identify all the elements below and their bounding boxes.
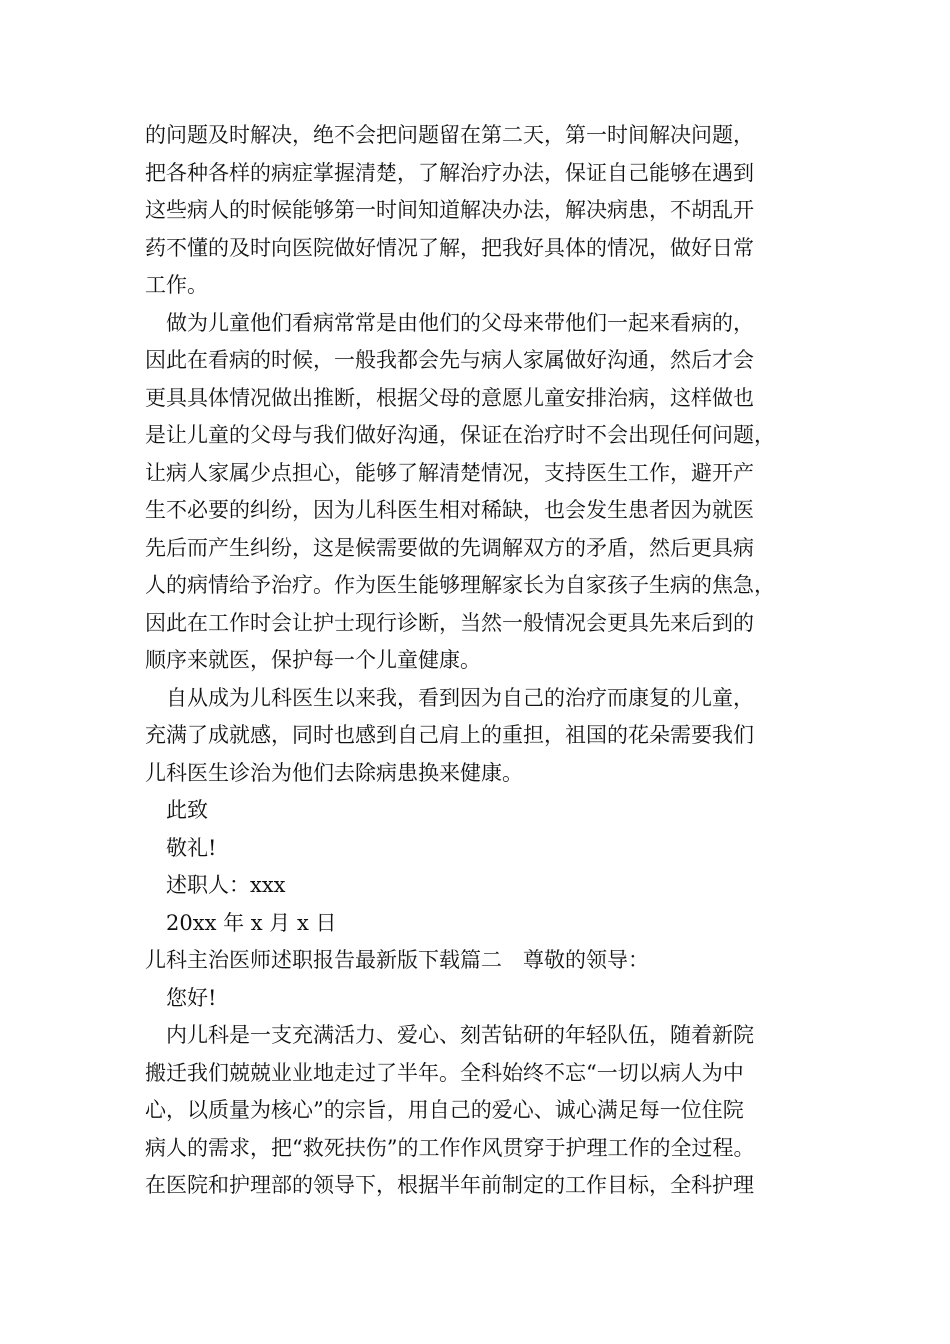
text-line: 更具具体情况做出推断，根据父母的意愿儿童安排治病，这样做也 bbox=[145, 385, 754, 410]
text-line: 儿科医生诊治为他们去除病患换来健康。 bbox=[145, 760, 523, 785]
text-line: 先后而产生纠纷，这是候需要做的先调解双方的矛盾，然后更具病 bbox=[145, 535, 754, 560]
text-line: 让病人家属少点担心，能够了解清楚情况，支持医生工作，避开产 bbox=[145, 460, 754, 485]
text-line: 病人的需求，把“救死扶伤”的工作作风贯穿于护理工作的全过程。 bbox=[145, 1135, 755, 1160]
text-line: 这些病人的时候能够第一时间知道解决办法，解决病患，不胡乱开 bbox=[145, 198, 754, 222]
text-line: 充满了成就感，同时也感到自己肩上的重担，祖国的花朵需要我们 bbox=[145, 723, 754, 747]
text-line: 儿科主治医师述职报告最新版下载篇二 尊敬的领导： bbox=[145, 948, 649, 972]
text-line: 您好! bbox=[166, 985, 217, 1010]
text-line: 生不必要的纠纷，因为儿科医生相对稀缺，也会发生患者因为就医 bbox=[145, 498, 754, 522]
document-body bbox=[145, 117, 835, 1205]
text-line: 顺序来就医，保护每一个儿童健康。 bbox=[145, 648, 481, 672]
text-line: 人的病情给予治疗。作为医生能够理解家长为自家孩子生病的焦急， bbox=[145, 573, 775, 597]
text-line: 做为儿童他们看病常常是由他们的父母来带他们一起来看病的， bbox=[166, 310, 754, 335]
text-line: 内儿科是一支充满活力、爱心、刻苦钻研的年轻队伍，随着新院 bbox=[166, 1023, 754, 1047]
text-line: 心，以质量为核心”的宗旨，用自己的爱心、诚心满足每一位住院 bbox=[145, 1098, 744, 1122]
text-line: 搬迁我们兢兢业业地走过了半年。全科始终不忘“一切以病人为中 bbox=[145, 1060, 744, 1085]
text-line: 敬礼! bbox=[166, 835, 217, 860]
text-line: 药不懂的及时向医院做好情况了解，把我好具体的情况，做好日常 bbox=[145, 235, 754, 260]
text-line: 因此在看病的时候，一般我都会先与病人家属做好沟通，然后才会 bbox=[145, 348, 754, 372]
text-line: 的问题及时解决，绝不会把问题留在第二天，第一时间解决问题， bbox=[145, 123, 754, 147]
text-line: 述职人：xxx bbox=[166, 873, 286, 897]
text-line: 把各种各样的病症掌握清楚，了解治疗办法，保证自己能够在遇到 bbox=[145, 160, 754, 185]
text-line: 此致 bbox=[166, 798, 208, 822]
text-line: 因此在工作时会让护士现行诊断，当然一般情况会更具先来后到的 bbox=[145, 610, 754, 635]
text-line: 自从成为儿科医生以来我，看到因为自己的治疗而康复的儿童， bbox=[166, 685, 754, 710]
text-line: 工作。 bbox=[145, 273, 208, 297]
text-line: 在医院和护理部的领导下，根据半年前制定的工作目标，全科护理 bbox=[145, 1173, 754, 1197]
text-line: 20xx 年 x 月 x 日 bbox=[166, 910, 337, 935]
text-line: 是让儿童的父母与我们做好沟通，保证在治疗时不会出现任何问题， bbox=[145, 423, 775, 447]
